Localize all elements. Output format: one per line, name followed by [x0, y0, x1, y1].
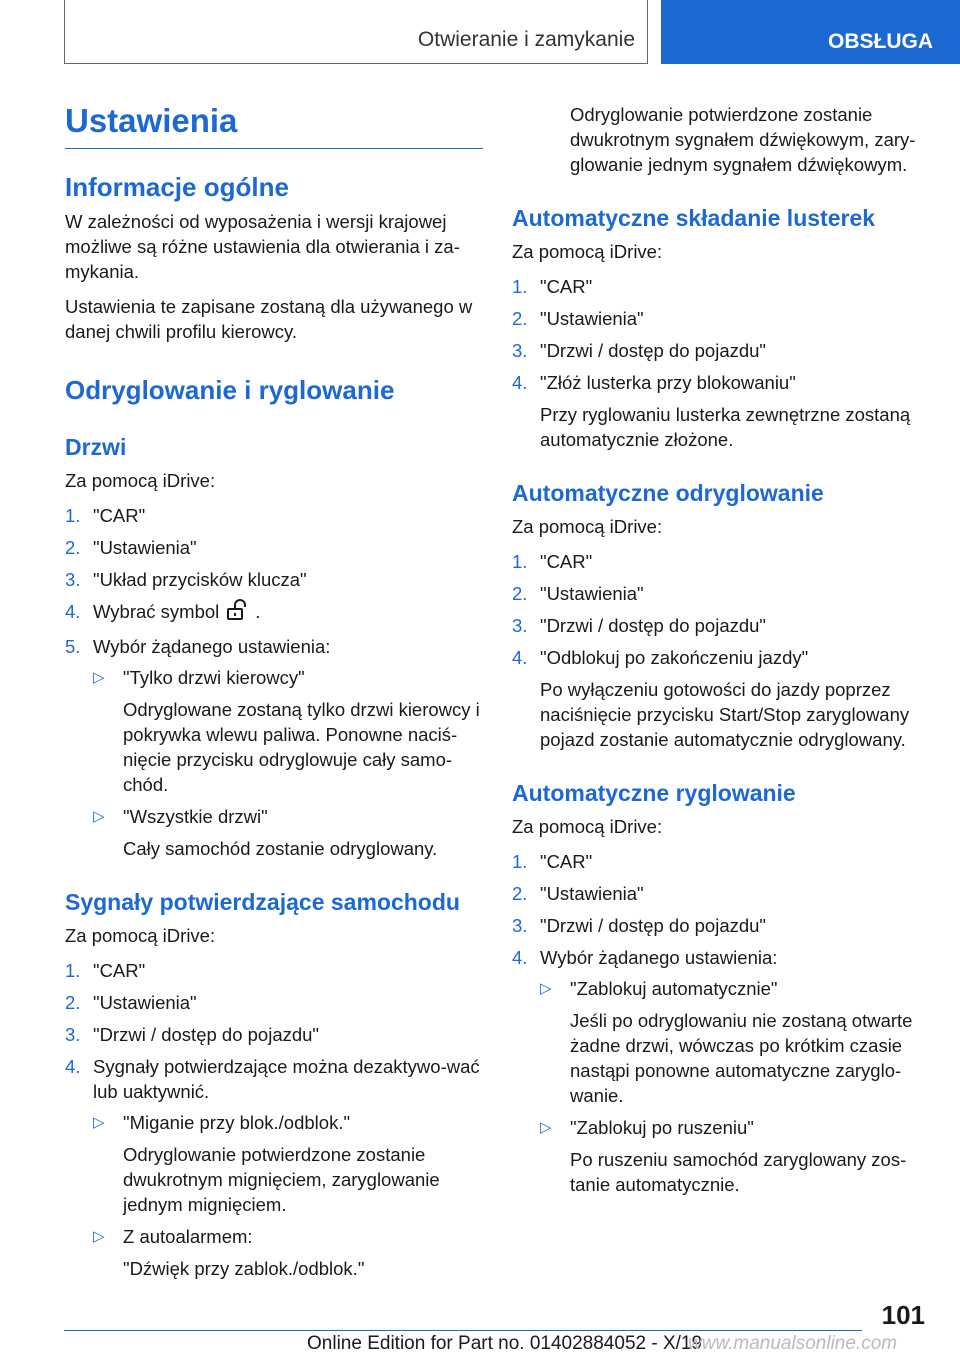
step-text: "CAR"	[540, 276, 593, 297]
option-label: "Zablokuj po ruszeniu"	[570, 1117, 754, 1138]
list-item	[65, 1022, 483, 1047]
unlock-heading: Odryglowanie i ryglowanie	[65, 375, 395, 405]
step-text: "Drzwi / dostęp do pojazdu"	[540, 915, 767, 936]
list-item	[65, 599, 483, 627]
step-text: "Drzwi / dostęp do pojazdu"	[540, 615, 767, 636]
step-text: Wybrać symbol	[93, 601, 220, 622]
list-item	[512, 338, 928, 363]
option-desc: Cały samochód zostanie odryglowany.	[123, 838, 438, 860]
list-item	[512, 881, 928, 906]
list-item	[512, 306, 928, 331]
doors-steps	[65, 503, 483, 861]
mirrors-steps	[512, 274, 928, 452]
triangle-right-icon: ▷	[540, 1119, 552, 1136]
list-item	[65, 958, 483, 983]
step-number: 3.	[65, 569, 81, 590]
unlock-icon	[225, 599, 249, 627]
mirrors-heading: Automatyczne składanie lusterek	[512, 205, 876, 231]
step-number: 4.	[512, 647, 528, 668]
step-desc: Przy ryglowaniu lusterka zewnętrzne zostaną automatycznie złożone.	[540, 404, 911, 450]
step-text: Wybór żądanego ustawienia:	[93, 636, 331, 658]
step-text: "CAR"	[540, 551, 593, 572]
step-number: 4.	[512, 947, 528, 968]
step-number: 3.	[512, 915, 528, 936]
edition-text: Online Edition for Part no. 01402884052 - X/19	[307, 1333, 703, 1354]
step-number: 1.	[512, 276, 528, 297]
autounlock-steps	[512, 549, 928, 752]
header-frame	[64, 0, 648, 64]
option-desc: Po ruszeniu samochód zaryglowany zos-tanie automatycznie.	[570, 1149, 907, 1195]
autounlock-intro: Za pomocą iDrive:	[512, 516, 663, 537]
list-item	[512, 913, 928, 938]
list-item	[540, 1115, 928, 1197]
step-text: Wybór żądanego ustawienia:	[540, 947, 778, 968]
option-desc: Odryglowane zostaną tylko drzwi kierowcy i pokrywka wlewu paliwa. Ponowne naciś-nięcie przycisku odryglowuje cały samo-chód.	[123, 699, 480, 796]
list-item	[540, 976, 928, 1108]
list-item	[512, 274, 928, 299]
option-desc: "Dźwięk przy zablok./odblok."	[123, 1258, 365, 1280]
step-text-end: .	[255, 601, 261, 622]
signals-heading: Sygnały potwierdzające samochodu	[65, 889, 460, 916]
step-number: 3.	[65, 1024, 81, 1046]
mirrors-intro: Za pomocą iDrive:	[512, 241, 663, 262]
autounlock-heading: Automatyczne odryglowanie	[512, 480, 824, 506]
step-text: "Złóż lusterka przy blokowaniu"	[540, 372, 796, 393]
step-number: 5.	[65, 636, 81, 658]
step-number: 4.	[65, 1056, 81, 1078]
list-item	[512, 945, 928, 1197]
doors-heading: Drzwi	[65, 434, 127, 460]
signals-options	[93, 1110, 483, 1281]
step-number: 4.	[512, 372, 528, 393]
general-paragraph-1: W zależności od wyposażenia i wersji krajowej możliwe są różne ustawienia dla otwierania i za-mykania.	[65, 211, 460, 282]
option-desc: Odryglowanie potwierdzone zostanie dwukrotnym mignięciem, zaryglowanie jednym mignięciem.	[123, 1144, 440, 1216]
footer-divider	[64, 1330, 862, 1331]
section-tab: OBSŁUGA	[661, 0, 960, 64]
step-number: 3.	[512, 615, 528, 636]
step-number: 1.	[65, 960, 81, 982]
step-text: "Ustawienia"	[540, 883, 644, 904]
option-label: "Tylko drzwi kierowcy"	[123, 667, 305, 689]
step-text: Sygnały potwierdzające można dezaktywo-wać lub uaktywnić.	[93, 1056, 480, 1103]
step-text: "Drzwi / dostęp do pojazdu"	[93, 1024, 320, 1046]
step-number: 2.	[512, 308, 528, 329]
list-item	[512, 849, 928, 874]
list-item	[65, 503, 483, 528]
step-text: "Ustawienia"	[93, 537, 197, 558]
step-number: 2.	[512, 883, 528, 904]
option-label: "Zablokuj automatycznie"	[570, 978, 778, 999]
autolock-steps	[512, 849, 928, 1197]
step-text: "CAR"	[93, 960, 146, 982]
triangle-right-icon: ▷	[93, 808, 105, 826]
list-item	[93, 665, 483, 797]
step-number: 4.	[65, 601, 81, 622]
step-text: "Ustawienia"	[93, 992, 197, 1014]
option-label: Z autoalarmem:	[123, 1226, 253, 1248]
list-item	[512, 549, 928, 574]
right-column	[512, 102, 928, 1204]
list-item	[65, 567, 483, 592]
list-item	[512, 370, 928, 452]
list-item	[65, 535, 483, 560]
list-item	[93, 1110, 483, 1217]
step-text: "CAR"	[93, 505, 146, 526]
step-number: 1.	[65, 505, 81, 526]
list-item	[93, 1224, 483, 1281]
doors-options	[93, 665, 483, 861]
general-heading: Informacje ogólne	[65, 172, 289, 202]
step-text: "Ustawienia"	[540, 583, 644, 604]
page-number: 101	[881, 1300, 925, 1330]
option-desc: Jeśli po odryglowaniu nie zostaną otwarte żadne drzwi, wówczas po krótkim czasie nastąpi ponowne automatyczne zaryglo-wanie.	[570, 1010, 913, 1106]
step-number: 2.	[65, 537, 81, 558]
step-number: 3.	[512, 340, 528, 361]
section-title: Otwieranie i zamykanie	[417, 28, 635, 51]
option-label: "Wszystkie drzwi"	[123, 806, 268, 828]
list-item	[65, 1054, 483, 1281]
signals-intro: Za pomocą iDrive:	[65, 925, 216, 947]
left-column	[65, 98, 483, 1288]
step-text: "Odblokuj po zakończeniu jazdy"	[540, 647, 809, 668]
autolock-intro: Za pomocą iDrive:	[512, 816, 663, 837]
list-item	[512, 613, 928, 638]
list-item	[65, 634, 483, 861]
step-text: "CAR"	[540, 851, 593, 872]
step-number: 1.	[512, 551, 528, 572]
list-item	[93, 804, 483, 861]
watermark: www.manualsonline.com	[688, 1333, 898, 1354]
signals-steps	[65, 958, 483, 1281]
autolock-options	[540, 976, 928, 1197]
autolock-heading: Automatyczne ryglowanie	[512, 780, 796, 806]
option-label: "Miganie przy blok./odblok."	[123, 1112, 351, 1134]
list-item	[512, 645, 928, 752]
list-item	[65, 990, 483, 1015]
step-text: "Ustawienia"	[540, 308, 644, 329]
step-text: "Drzwi / dostęp do pojazdu"	[540, 340, 767, 361]
general-paragraph-2: Ustawienia te zapisane zostaną dla używanego w danej chwili profilu kierowcy.	[65, 296, 473, 342]
triangle-right-icon: ▷	[93, 1114, 105, 1132]
step-number: 1.	[512, 851, 528, 872]
step-text: "Układ przycisków klucza"	[93, 569, 307, 590]
page-title: Ustawienia	[65, 98, 483, 149]
triangle-right-icon: ▷	[540, 980, 552, 997]
list-item	[512, 581, 928, 606]
step-number: 2.	[65, 992, 81, 1014]
triangle-right-icon: ▷	[93, 669, 105, 687]
triangle-right-icon: ▷	[93, 1228, 105, 1246]
step-number: 2.	[512, 583, 528, 604]
step-desc: Po wyłączeniu gotowości do jazdy poprzez naciśnięcie przycisku Start/Stop zaryglowany pojazd zostanie automatycznie odryglowany.	[540, 679, 910, 750]
doors-intro: Za pomocą iDrive:	[65, 470, 216, 491]
continued-text: Odryglowanie potwierdzone zostanie dwukrotnym sygnałem dźwiękowym, zary-glowanie jednym sygnałem dźwiękowym.	[570, 104, 916, 175]
